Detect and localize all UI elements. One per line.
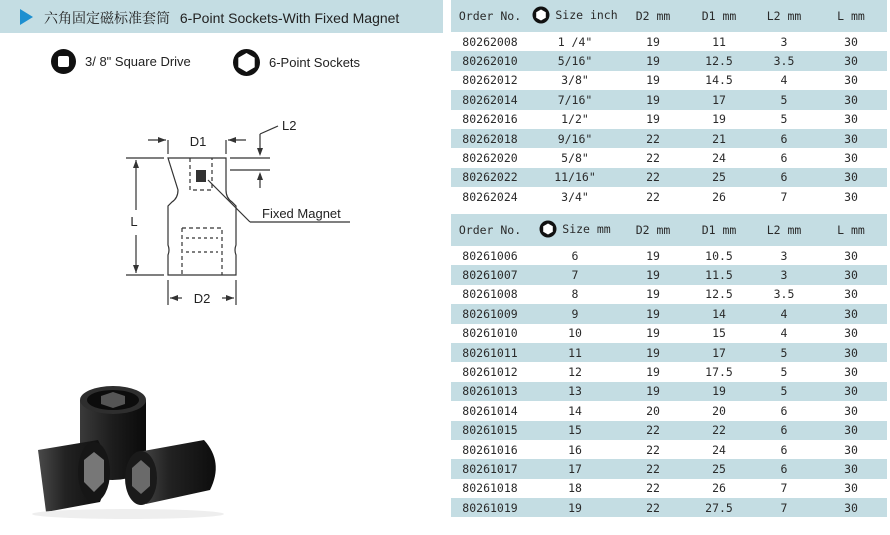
table-row <box>451 440 887 459</box>
cell-l: 30 <box>815 343 887 362</box>
square-drive-legend <box>50 48 191 75</box>
cell-l: 30 <box>844 481 858 496</box>
cell-size: 3/8" <box>561 73 589 88</box>
cell-l: 30 <box>815 168 887 187</box>
cell-order-no: 80261006 <box>462 248 518 263</box>
cell-order-no: 80262010 <box>451 51 529 70</box>
header-size <box>529 214 621 246</box>
cell-d2: 22 <box>621 129 685 148</box>
header-size <box>529 0 621 32</box>
cell-d2: 19 <box>646 73 660 88</box>
fixed-magnet-label: Fixed Magnet <box>262 206 341 221</box>
cell-d2: 19 <box>621 265 685 284</box>
cell-l2: 3.5 <box>753 51 815 70</box>
cell-l: 30 <box>815 498 887 517</box>
table-row <box>451 265 887 284</box>
cell-d2: 22 <box>621 168 685 187</box>
cell-l: 30 <box>815 265 887 284</box>
cell-l: 30 <box>844 403 858 418</box>
cell-l2: 6 <box>753 459 815 478</box>
cell-l2: 6 <box>780 151 788 166</box>
cell-l: 30 <box>844 287 858 302</box>
cell-d1: 22 <box>685 421 753 440</box>
table-row <box>451 168 887 187</box>
header-order-no: Order No. <box>451 0 529 32</box>
cell-order-no: 80261017 <box>451 459 529 478</box>
l-label: L <box>130 214 138 229</box>
cell-size: 11/16" <box>529 168 621 187</box>
table-row <box>451 401 887 420</box>
cell-l2: 5 <box>753 343 815 362</box>
cell-order-no: 80262024 <box>462 189 518 204</box>
cell-size: 18 <box>568 481 582 496</box>
cell-d2: 22 <box>646 151 660 166</box>
cell-order-no: 80261016 <box>462 442 518 457</box>
cell-l: 30 <box>815 421 887 440</box>
socket-drawing <box>110 110 370 315</box>
cell-order-no: 80261014 <box>462 403 518 418</box>
cell-l2: 7 <box>780 481 788 496</box>
cell-d1: 17.5 <box>705 365 733 380</box>
cell-size: 5/8" <box>561 151 589 166</box>
cell-l2: 4 <box>753 304 815 323</box>
cell-d2: 19 <box>621 343 685 362</box>
table-row <box>451 148 887 167</box>
cell-d1: 27.5 <box>685 498 753 517</box>
d2-label: D2 <box>193 291 211 306</box>
mm-size-table <box>451 214 887 517</box>
cell-size: 3/4" <box>561 189 589 204</box>
cell-order-no: 80261012 <box>462 365 518 380</box>
table-row <box>451 343 887 362</box>
cell-size: 12 <box>568 365 582 380</box>
cell-d1: 26 <box>712 481 726 496</box>
table-row <box>451 479 887 498</box>
title-chinese: 六角固定磁标准套筒 <box>44 10 170 26</box>
table-row <box>451 324 887 343</box>
cell-size: 6 <box>571 248 579 263</box>
cell-size: 19 <box>529 498 621 517</box>
cell-d1: 24 <box>712 442 726 457</box>
cell-size: 9 <box>529 304 621 323</box>
cell-d2: 19 <box>646 365 660 380</box>
cell-d1: 20 <box>712 403 726 418</box>
cell-order-no: 80262018 <box>451 129 529 148</box>
cell-l2: 5 <box>780 112 788 127</box>
l2-label: L2 <box>282 118 297 133</box>
cell-d1: 26 <box>712 189 726 204</box>
title-bar <box>0 0 443 33</box>
header-size-label: Size mm <box>562 221 611 236</box>
cell-d1: 21 <box>685 129 753 148</box>
cell-d1: 14.5 <box>705 73 733 88</box>
cell-order-no: 80261008 <box>462 287 518 302</box>
cell-l2: 4 <box>780 73 788 88</box>
cell-size: 1/2" <box>561 112 589 127</box>
cell-d1: 25 <box>685 168 753 187</box>
cell-order-no: 80262014 <box>451 90 529 109</box>
table-row <box>451 90 887 109</box>
table-row <box>451 110 887 129</box>
sockets-image <box>28 380 244 520</box>
cell-l: 30 <box>815 304 887 323</box>
hex-label: 6-Point Sockets <box>269 55 361 70</box>
cell-l2: 5 <box>753 90 815 109</box>
cell-size: 7 <box>529 265 621 284</box>
header-l: L mm <box>815 0 887 32</box>
table-row <box>451 187 887 206</box>
cell-l: 30 <box>815 459 887 478</box>
header-l2: L2 mm <box>753 0 815 32</box>
cell-size: 9/16" <box>529 129 621 148</box>
cell-l2: 6 <box>780 403 788 418</box>
table-row <box>451 285 887 304</box>
cell-d2: 19 <box>646 34 660 49</box>
cell-d1: 11.5 <box>685 265 753 284</box>
cell-order-no: 80261018 <box>462 481 518 496</box>
square-drive-label: 3/ 8" Square Drive <box>85 54 191 69</box>
cell-l: 30 <box>815 382 887 401</box>
cell-l2: 3 <box>780 34 788 49</box>
cell-order-no: 80262016 <box>462 112 518 127</box>
square-drive-icon <box>50 48 77 75</box>
cell-l2: 5 <box>753 382 815 401</box>
cell-d2: 19 <box>646 248 660 263</box>
hex-socket-icon <box>232 48 261 77</box>
socket-diagram <box>110 110 370 315</box>
cell-order-no: 80262020 <box>462 151 518 166</box>
cell-d2: 19 <box>621 90 685 109</box>
cell-d2: 19 <box>621 51 685 70</box>
cell-order-no: 80262008 <box>462 34 518 49</box>
cell-size: 10 <box>568 326 582 341</box>
cell-d2: 22 <box>621 459 685 478</box>
cell-l2: 3 <box>753 265 815 284</box>
table-row <box>451 421 887 440</box>
cell-order-no: 80262022 <box>451 168 529 187</box>
d1-label: D1 <box>189 134 207 149</box>
header-l2: L2 mm <box>753 214 815 246</box>
header-l: L mm <box>815 214 887 246</box>
cell-l2: 6 <box>753 168 815 187</box>
header-size-label: Size inch <box>555 7 618 22</box>
cell-d2: 19 <box>646 112 660 127</box>
table-row <box>451 459 887 478</box>
cell-d2: 22 <box>646 442 660 457</box>
cell-l2: 6 <box>780 442 788 457</box>
cell-l2: 7 <box>753 498 815 517</box>
cell-l2: 4 <box>780 326 788 341</box>
table-row <box>451 71 887 90</box>
cell-size: 5/16" <box>529 51 621 70</box>
cell-size: 7/16" <box>529 90 621 109</box>
header-d2: D2 mm <box>621 214 685 246</box>
cell-d1: 14 <box>685 304 753 323</box>
cell-l2: 6 <box>753 129 815 148</box>
table-row <box>451 362 887 381</box>
table-row <box>451 32 887 51</box>
title-english: 6-Point Sockets-With Fixed Magnet <box>179 10 400 26</box>
header-d1: D1 mm <box>685 0 753 32</box>
cell-d1: 12.5 <box>685 51 753 70</box>
cell-d1: 10.5 <box>705 248 733 263</box>
page-title <box>44 8 399 28</box>
cell-l2: 6 <box>753 421 815 440</box>
cell-d1: 17 <box>685 90 753 109</box>
cell-order-no: 80261007 <box>451 265 529 284</box>
cell-order-no: 80261013 <box>451 382 529 401</box>
cell-d1: 11 <box>712 34 726 49</box>
cell-l2: 7 <box>780 189 788 204</box>
header-d2: D2 mm <box>621 0 685 32</box>
table-header-row <box>451 214 887 246</box>
cell-d2: 22 <box>621 421 685 440</box>
cell-d2: 19 <box>621 382 685 401</box>
cell-l: 30 <box>815 129 887 148</box>
cell-l: 30 <box>844 112 858 127</box>
cell-d1: 19 <box>685 382 753 401</box>
cell-l: 30 <box>815 51 887 70</box>
cell-l: 30 <box>844 151 858 166</box>
hex-socket-icon <box>532 6 550 24</box>
cell-order-no: 80261010 <box>462 326 518 341</box>
cell-d2: 19 <box>621 304 685 323</box>
cell-order-no: 80261011 <box>451 343 529 362</box>
cell-size: 16 <box>568 442 582 457</box>
table-row <box>451 382 887 401</box>
cell-d1: 25 <box>685 459 753 478</box>
cell-d1: 17 <box>685 343 753 362</box>
header-d1: D1 mm <box>685 214 753 246</box>
hex-socket-icon <box>539 220 557 238</box>
table-header-row <box>451 0 887 32</box>
cell-l: 30 <box>844 248 858 263</box>
cell-l2: 3 <box>780 248 788 263</box>
cell-size: 11 <box>529 343 621 362</box>
cell-order-no: 80261009 <box>451 304 529 323</box>
cell-d2: 22 <box>646 481 660 496</box>
cell-size: 17 <box>529 459 621 478</box>
cell-order-no: 80261019 <box>451 498 529 517</box>
cell-size: 15 <box>529 421 621 440</box>
table-row <box>451 129 887 148</box>
cell-d2: 19 <box>646 287 660 302</box>
inch-size-table <box>451 0 887 207</box>
table-row <box>451 51 887 70</box>
cell-l2: 5 <box>780 365 788 380</box>
cell-size: 13 <box>529 382 621 401</box>
cell-order-no: 80262012 <box>462 73 518 88</box>
hex-legend <box>232 48 360 77</box>
triangle-icon <box>20 9 33 25</box>
cell-d2: 19 <box>646 326 660 341</box>
cell-l: 30 <box>844 326 858 341</box>
cell-l: 30 <box>844 365 858 380</box>
cell-l2: 3.5 <box>773 287 795 302</box>
cell-d2: 22 <box>621 498 685 517</box>
cell-l: 30 <box>815 90 887 109</box>
cell-d1: 24 <box>712 151 726 166</box>
cell-l: 30 <box>844 189 858 204</box>
cell-size: 8 <box>571 287 579 302</box>
cell-d1: 19 <box>712 112 726 127</box>
cell-order-no: 80261015 <box>451 421 529 440</box>
header-order-no: Order No. <box>451 214 529 246</box>
table-row <box>451 498 887 517</box>
cell-d1: 12.5 <box>705 287 733 302</box>
cell-l: 30 <box>844 442 858 457</box>
product-photo <box>28 380 244 520</box>
cell-d2: 20 <box>646 403 660 418</box>
cell-d1: 15 <box>712 326 726 341</box>
cell-d2: 22 <box>646 189 660 204</box>
cell-l: 30 <box>844 73 858 88</box>
table-row <box>451 246 887 265</box>
cell-size: 14 <box>568 403 582 418</box>
cell-l: 30 <box>844 34 858 49</box>
table-row <box>451 304 887 323</box>
cell-size: 1 /4" <box>557 34 593 49</box>
